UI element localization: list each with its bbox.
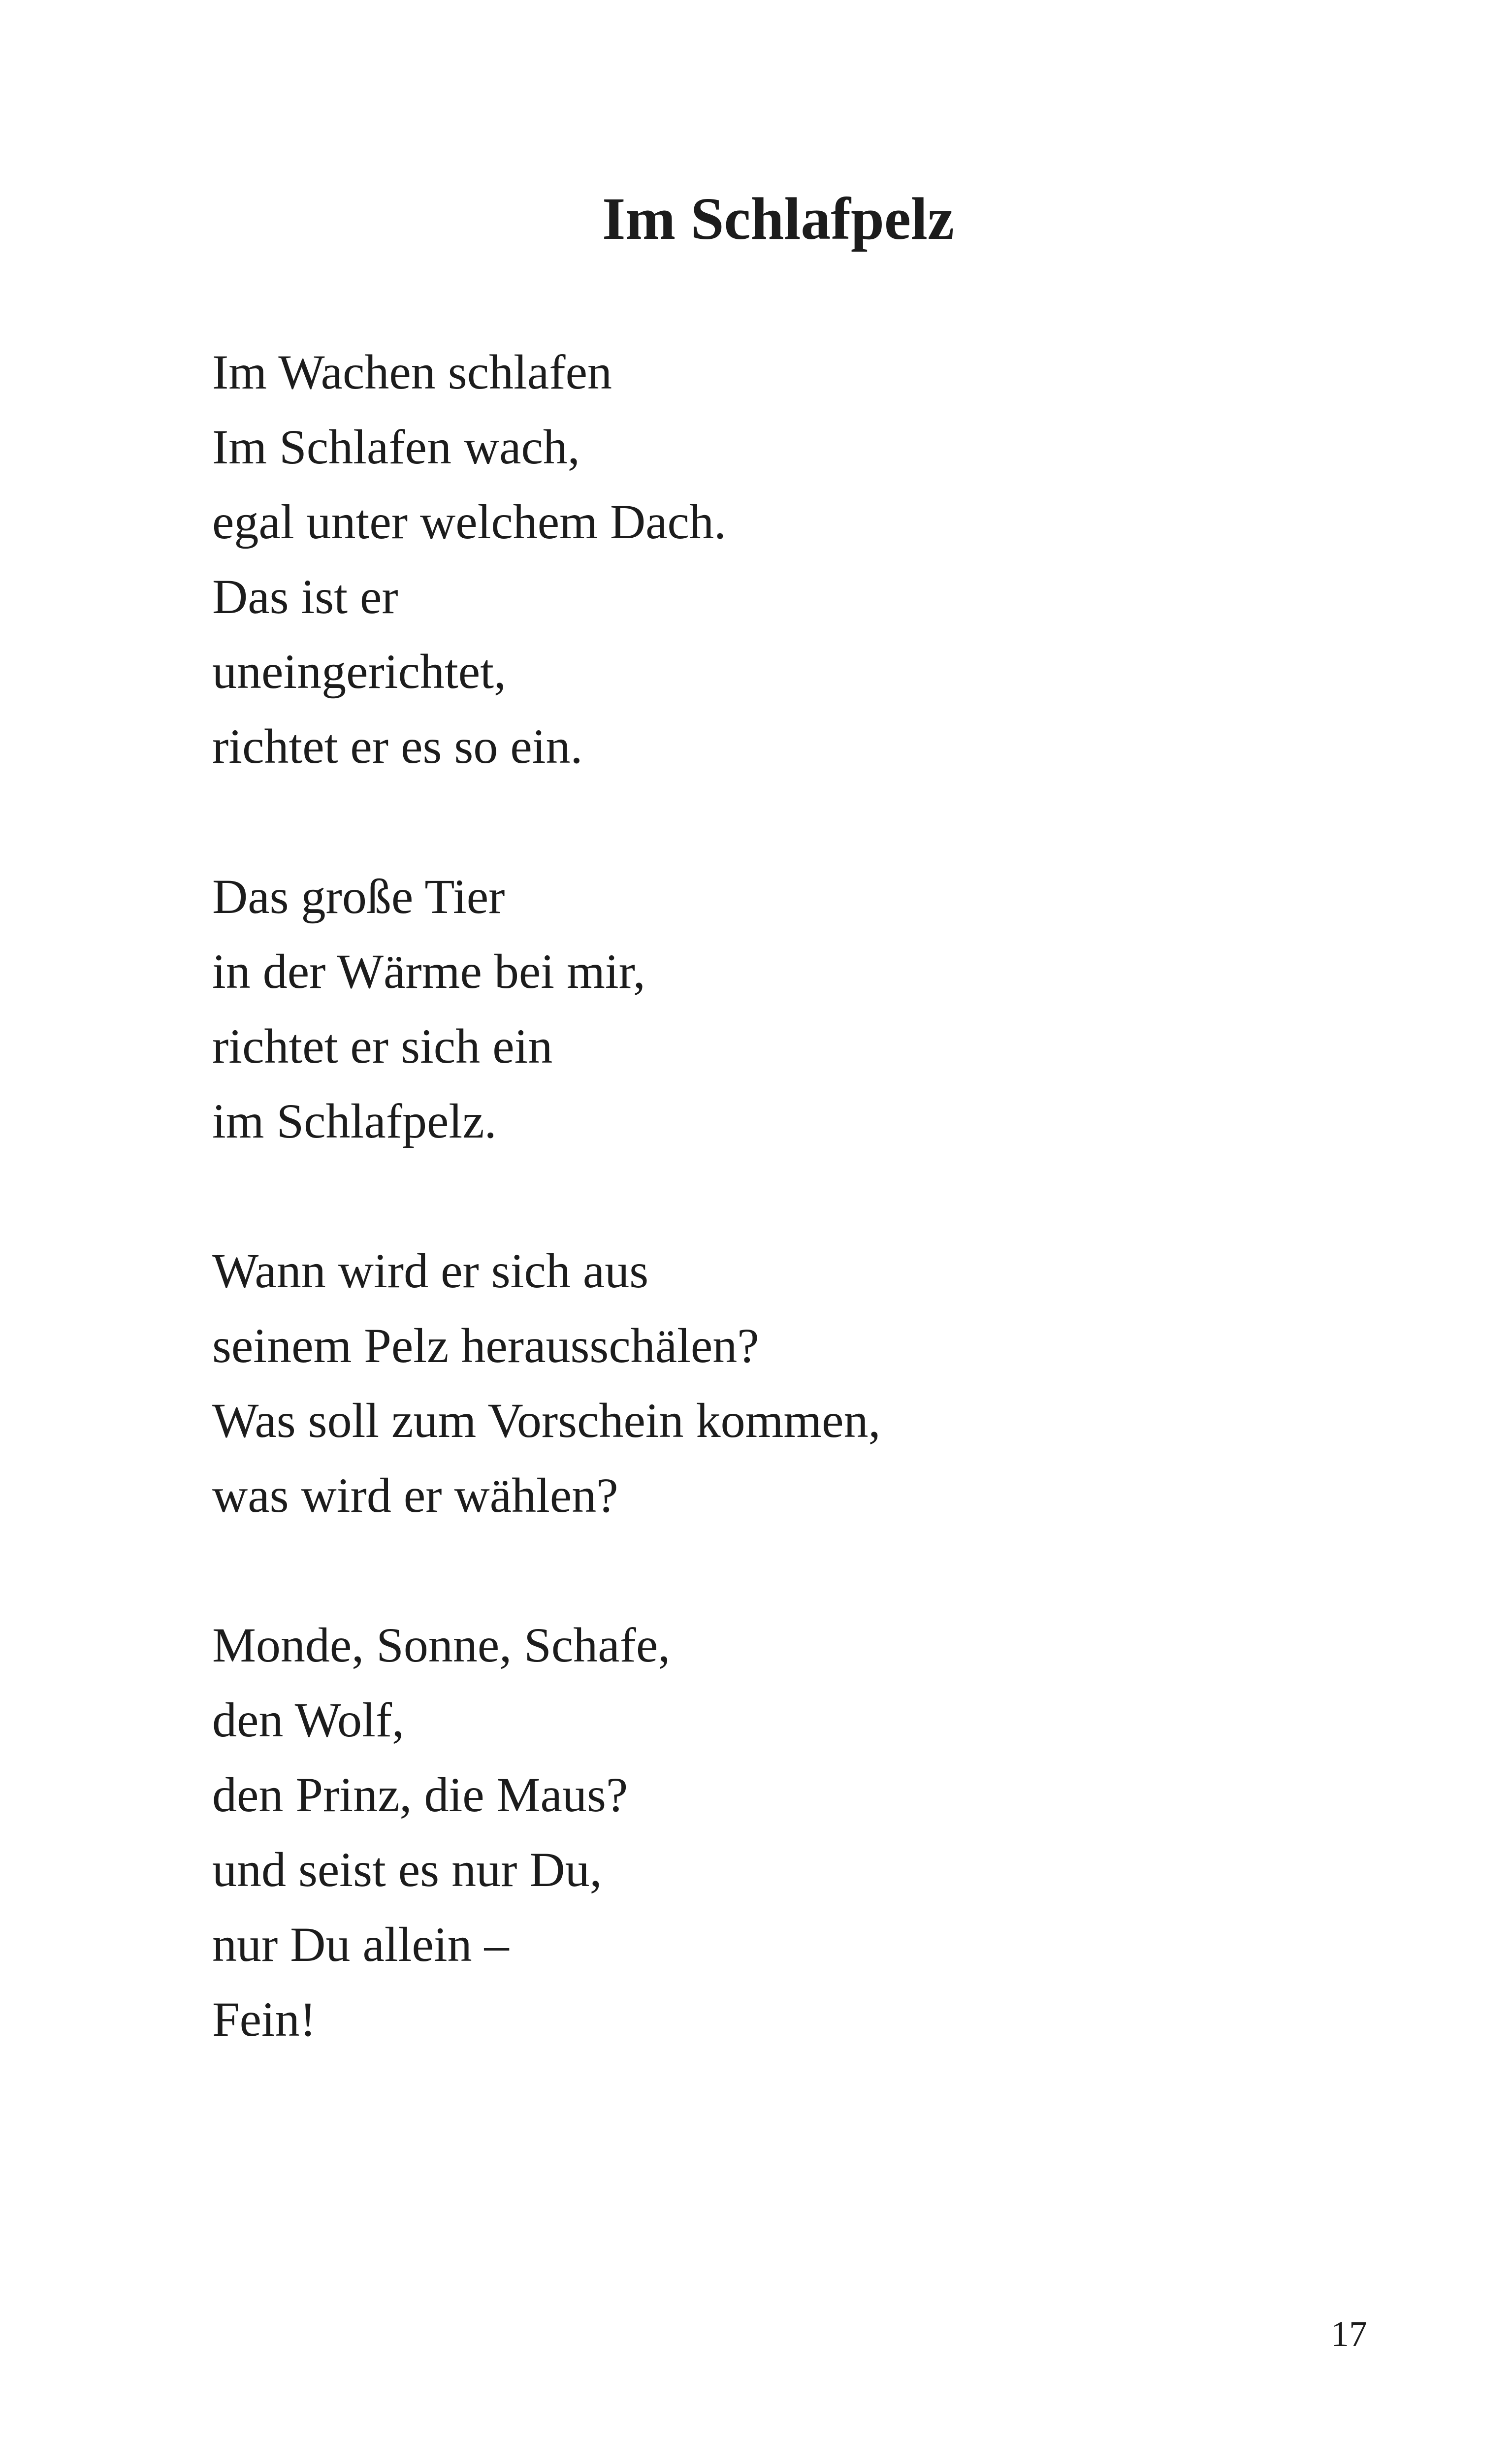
poem-line: richtet er es so ein. xyxy=(212,719,583,774)
poem-line: Wann wird er sich aus xyxy=(212,1243,649,1298)
poem-line: den Wolf, xyxy=(212,1693,405,1747)
page-number: 17 xyxy=(1331,2314,1367,2354)
poem-line: Im Wachen schlafen xyxy=(212,345,612,399)
poem-line: den Prinz, die Maus? xyxy=(212,1767,628,1822)
poem-line: und seist es nur Du, xyxy=(212,1842,602,1897)
poem-line: Was soll zum Vorschein kommen, xyxy=(212,1393,881,1448)
poem-line: was wird er wählen? xyxy=(212,1468,618,1523)
poem-title: Im Schlafpelz xyxy=(602,186,955,252)
poem-line: Das ist er xyxy=(212,569,398,624)
poem-line: im Schlafpelz. xyxy=(212,1094,497,1148)
stanza-4 xyxy=(212,1608,670,2057)
poem-line: richtet er sich ein xyxy=(212,1019,553,1074)
stanza-2 xyxy=(212,859,645,1159)
poem-line: Das große Tier xyxy=(212,869,505,924)
poem-line: uneingerichtet, xyxy=(212,644,506,699)
poem-line: Fein! xyxy=(212,1992,317,2047)
poem-line: nur Du allein – xyxy=(212,1917,509,1972)
poem-line: Im Schlafen wach, xyxy=(212,420,580,474)
stanza-1 xyxy=(212,335,726,784)
poem-line: seinem Pelz herausschälen? xyxy=(212,1318,759,1373)
poem-line: egal unter welchem Dach. xyxy=(212,494,726,549)
stanza-3 xyxy=(212,1234,881,1533)
poem-line: in der Wärme bei mir, xyxy=(212,944,645,999)
poem-line: Monde, Sonne, Schafe, xyxy=(212,1618,671,1672)
